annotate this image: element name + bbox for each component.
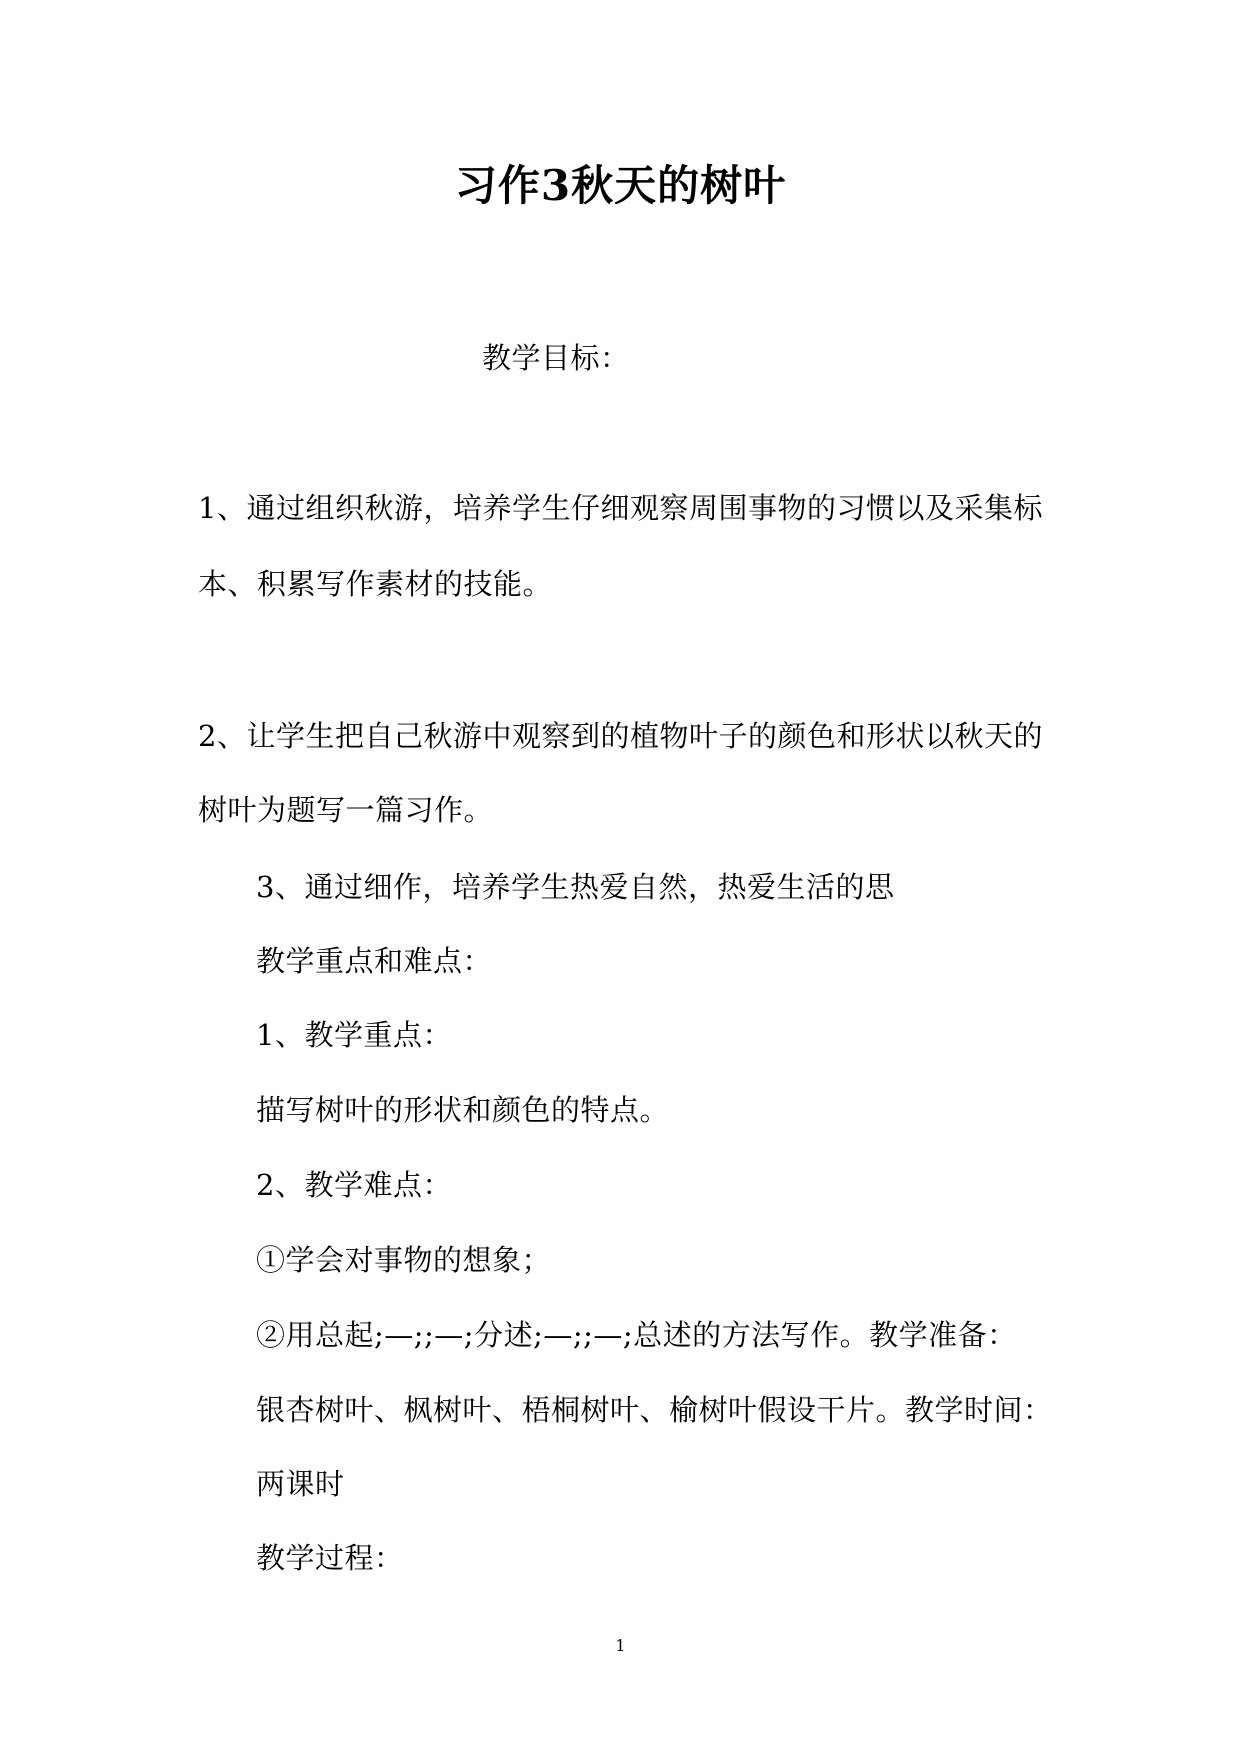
objective-3: 3、通过细作，培养学生热爱自然，热爱生活的思: [256, 870, 895, 904]
key-point-label: 1、教学重点：: [256, 1018, 452, 1052]
process-heading: 教学过程：: [256, 1541, 404, 1575]
page-number: 1: [615, 1636, 626, 1655]
focus-heading: 教学重点和难点：: [256, 944, 493, 978]
objective-1-line-1: 1、通过组织秋游，培养学生仔细观察周围事物的习惯以及采集标: [198, 491, 1043, 525]
preparation-text: 银杏树叶、枫树叶、梧桐树叶、榆树叶假设干片。教学时间：: [256, 1393, 1053, 1427]
difficulty-item-1: ①学会对事物的想象；: [256, 1243, 552, 1277]
document-title: 习作3秋天的树叶: [454, 161, 787, 210]
key-point-text: 描写树叶的形状和颜色的特点。: [256, 1093, 670, 1127]
objective-2-line-1: 2、让学生把自己秋游中观察到的植物叶子的颜色和形状以秋天的: [198, 719, 1043, 753]
objective-1-line-2: 本、积累写作素材的技能。: [198, 567, 553, 601]
difficulty-item-2: ②用总起;—;;—;分述;—;;—;总述的方法写作。教学准备：: [256, 1318, 1017, 1352]
objectives-heading: 教学目标：: [482, 341, 630, 375]
difficulty-label: 2、教学难点：: [256, 1168, 452, 1202]
objective-2-line-2: 树叶为题写一篇习作。: [198, 793, 494, 827]
duration-text: 两课时: [256, 1467, 345, 1501]
